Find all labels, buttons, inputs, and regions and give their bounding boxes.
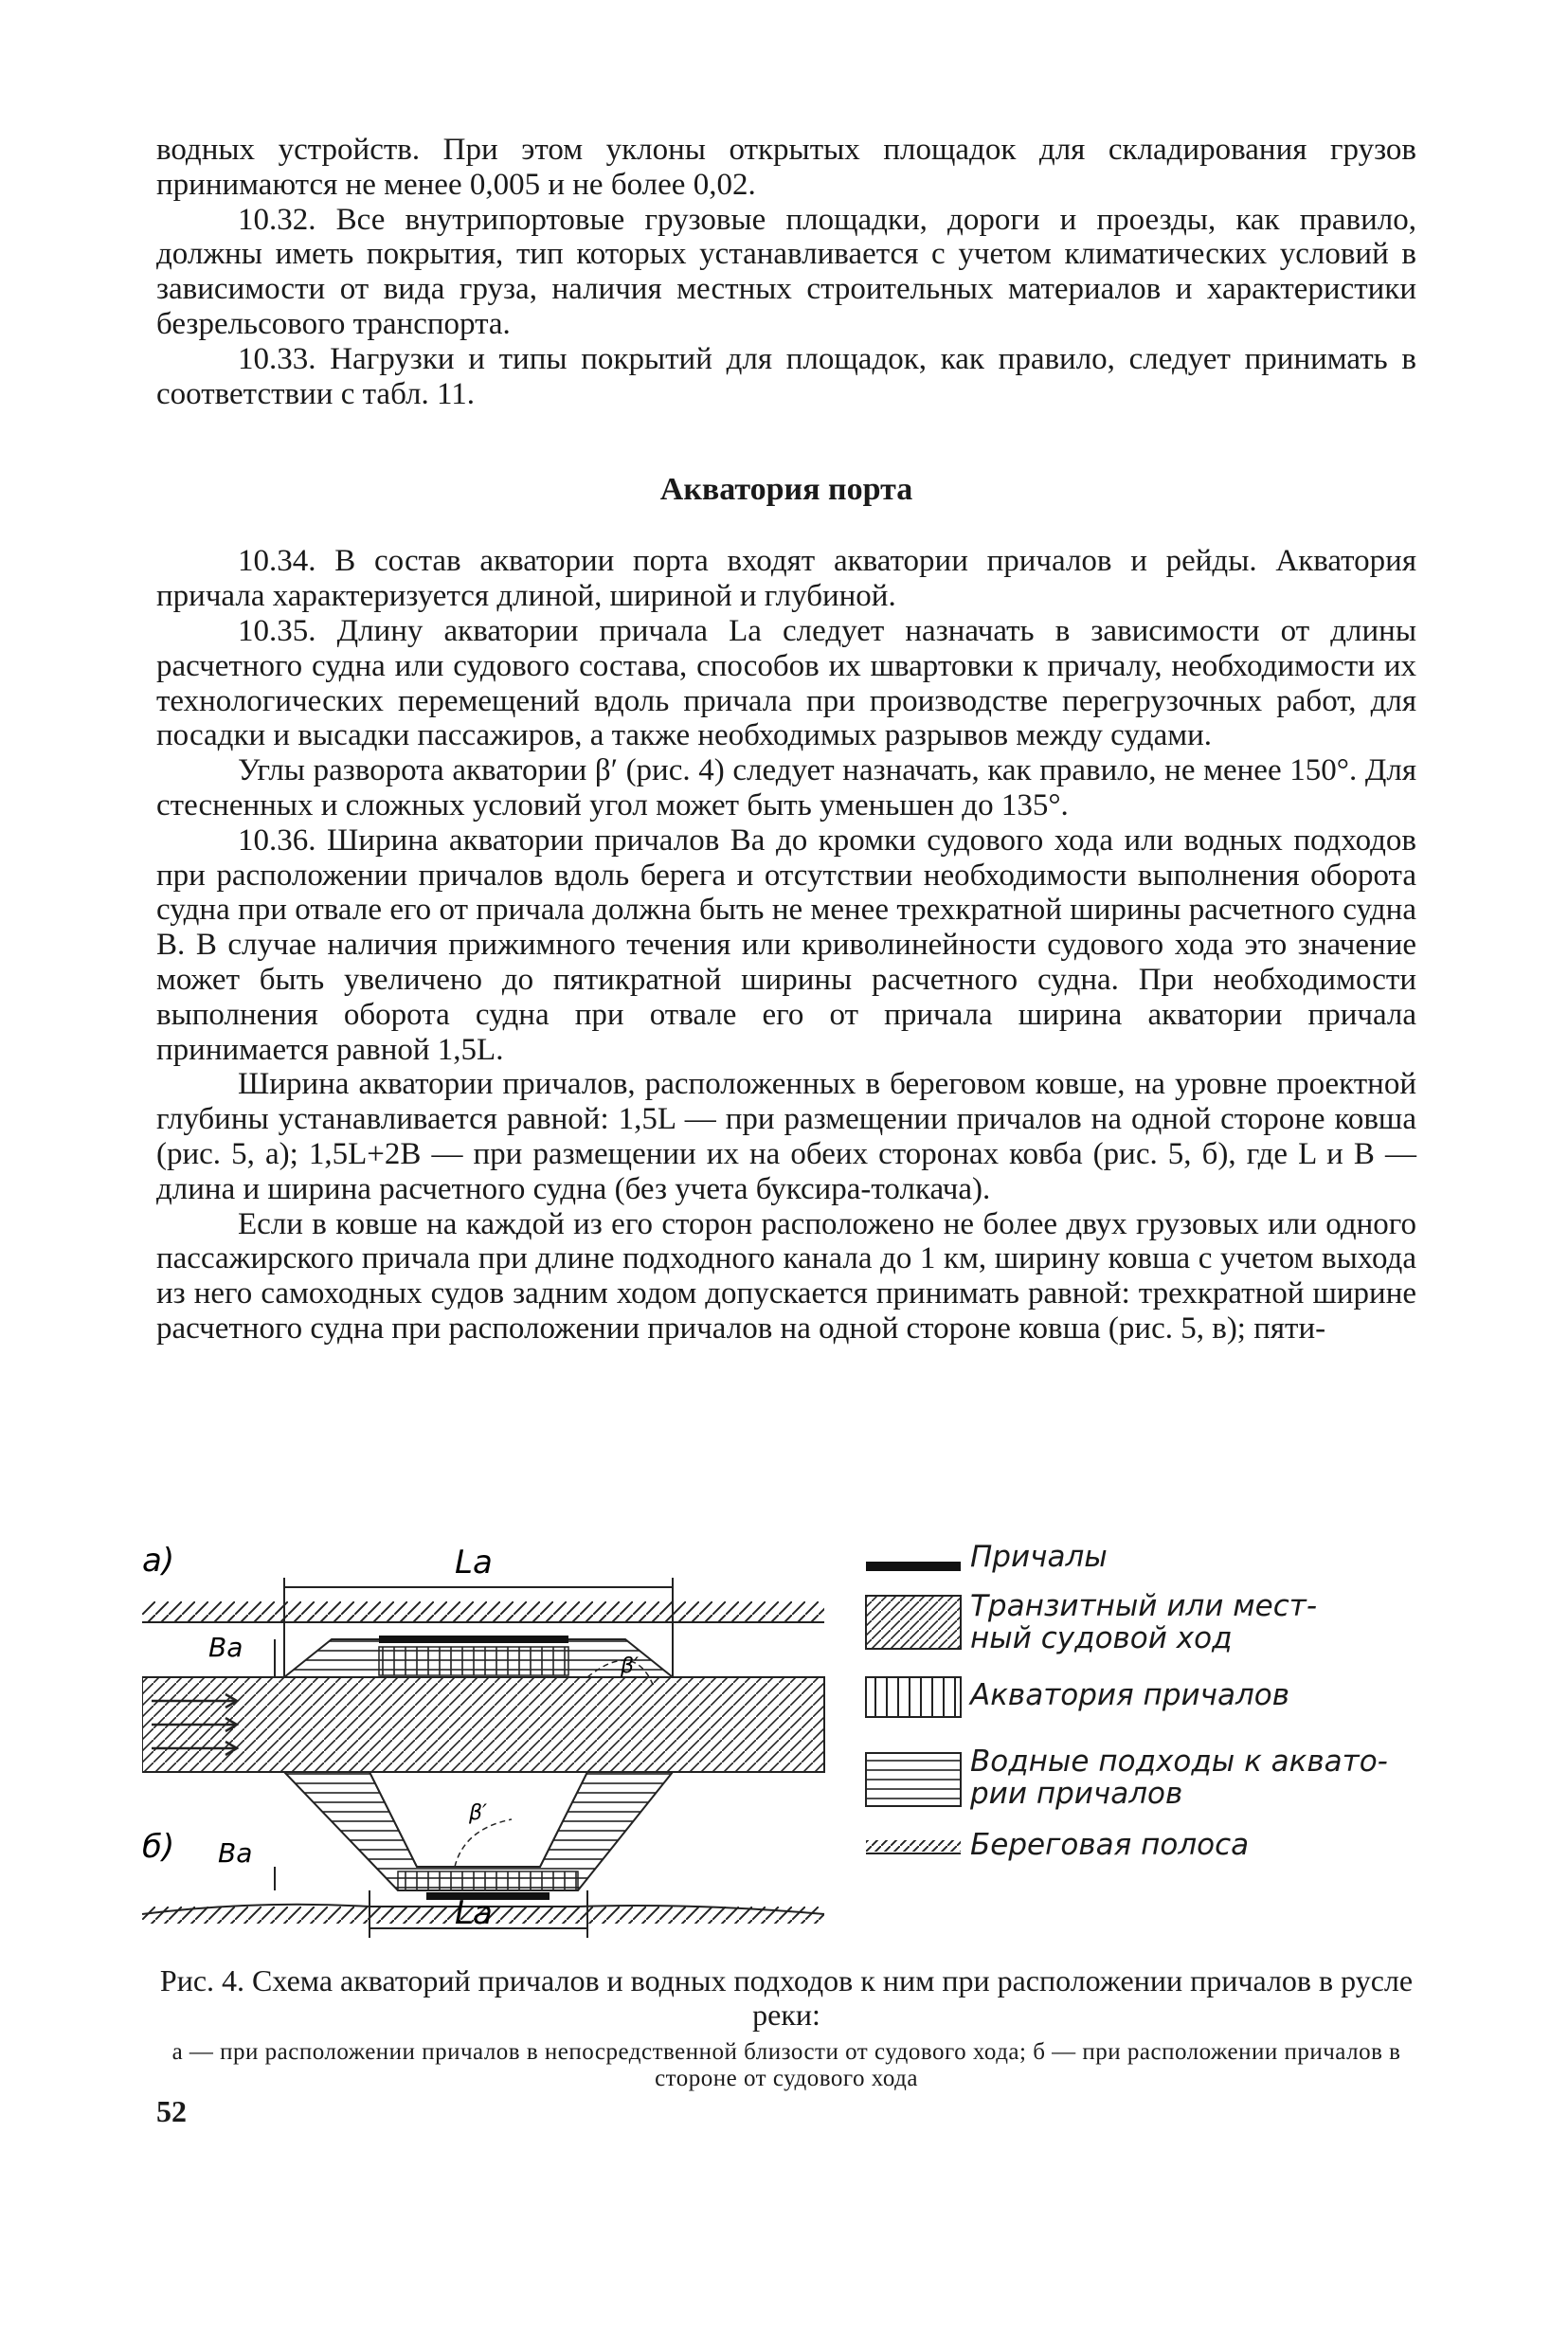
label-b: б): [142, 1828, 175, 1866]
ba-bottom-label: Bа: [218, 1837, 253, 1869]
figure-caption-note: а — при расположении причалов в непосредственной близости от судового хода; б — при расположении причалов в стороне от судового хода: [171, 2039, 1401, 2091]
berth-swatch: [862, 1552, 966, 1581]
legend-text-approaches: Водные подходы к аквато-: [970, 1744, 1388, 1779]
section-heading: Акватория порта: [659, 472, 913, 508]
top-berth-line: [379, 1636, 568, 1643]
dim-top-label: Lа: [455, 1544, 493, 1582]
paragraph-10-34: 10.34. В состав акватории порта входят акватории причалов и рейды. Акватория причала характеризуется длиной, шириной и глубиной.: [156, 544, 1416, 614]
page-number: 52: [156, 2094, 187, 2128]
paragraph-basin-conditions: Если в ковше на каждой из его сторон расположено не более двух грузовых или одного пассажирского причала при длине подходного канала до 1 км, ширину ковша с учетом выхода из него самоходных судов задним ходом допускается принимать равной: трехкратной ширине расчетного судна при расположении причалов на одной стороне ковша (рис. 5, в); пяти-: [156, 1206, 1416, 1346]
figure-caption: Рис. 4. Схема акваторий причалов и водных подходов к ним при расположении причалов в русле реки:: [159, 1963, 1414, 2032]
ba-top-label: Bа: [208, 1632, 243, 1663]
paragraph-basin-width: Ширина акватории причалов, расположенных в береговом ковше, на уровне проектной глубины устанавливается равной: 1,5L — при размещении причалов на одной стороне ковша (рис. 5, а); 1,5L+2B — при размещении их на обеих сторонах ковба (рис. 5, б), где L и B — длина и ширина расчетного судна (без учета буксира-толкача).: [156, 1067, 1416, 1206]
paragraph-angles: Углы разворота акватории β′ (рис. 4) следует назначать, как правило, не менее 150°. Для стесненных и сложных условий угол может быть уменьшен до 135°.: [156, 753, 1416, 822]
shore-swatch: [862, 1836, 966, 1859]
top-berth-area: [379, 1647, 568, 1675]
dim-bottom-label: Lа: [455, 1894, 493, 1932]
paragraph-10-32: 10.32. Все внутрипортовые грузовые площадки, дороги и проезды, как правило, должны иметь покрытия, тип которых устанавливается с учетом климатических условий в зависимости от вида груза, наличия местных строительных материалов и характеристики безрельсового транспорта.: [156, 202, 1416, 341]
legend-text-transit-2: ный судовой ход: [970, 1621, 1233, 1655]
legend-text-berths: Причалы: [970, 1540, 1108, 1574]
scheme-drawing: [142, 1535, 862, 1943]
angle-top-label: β′: [621, 1654, 640, 1678]
label-a: а): [142, 1542, 175, 1580]
approach-swatch: [862, 1749, 966, 1810]
bottom-berth-area: [398, 1871, 578, 1890]
legend-text-approaches-2: рии причалов: [970, 1777, 1183, 1811]
figure-4: [142, 1535, 1421, 1943]
berth-area-swatch: [862, 1673, 966, 1721]
top-shore-strip: [142, 1601, 824, 1622]
transit-channel: [142, 1677, 824, 1772]
paragraph-10-33: 10.33. Нагрузки и типы покрытий для площадок, как правило, следует принимать в соответствии с табл. 11.: [156, 341, 1416, 411]
legend-text-berth-area: Акватория причалов: [970, 1678, 1290, 1712]
page-body: [156, 133, 1416, 1347]
paragraph-10-35: 10.35. Длину акватории причала Lа следует назначать в зависимости от длины расчетного судна или судового состава, способов их швартовки к причалу, необходимости их технологических перемещений вдоль причала при производстве перегрузочных работ, для посадки и высадки пассажиров, а также необходимых разрывов между судами.: [156, 613, 1416, 753]
transit-swatch: [862, 1592, 966, 1653]
paragraph-intro: водных устройств. При этом уклоны открытых площадок для складирования грузов принимаются не менее 0,005 и не более 0,02.: [156, 133, 1416, 202]
paragraph-10-36: 10.36. Ширина акватории причалов Bа до кромки судового хода или водных подходов при расположении причалов вдоль берега и отсутствии необходимости выполнения оборота судна при отвале его от причала должна быть не менее трехкратной ширины расчетного судна B. В случае наличия прижимного течения или криволинейности судового хода это значение может быть увеличено до пятикратной ширины расчетного судна. При необходимости выполнения оборота судна при отвале его от причала ширина акватории причала принимается равной 1,5L.: [156, 822, 1416, 1067]
angle-bottom-label: β′: [469, 1801, 488, 1825]
legend-text-shore: Береговая полоса: [970, 1828, 1250, 1862]
legend-text-transit: Транзитный или мест-: [970, 1589, 1318, 1623]
